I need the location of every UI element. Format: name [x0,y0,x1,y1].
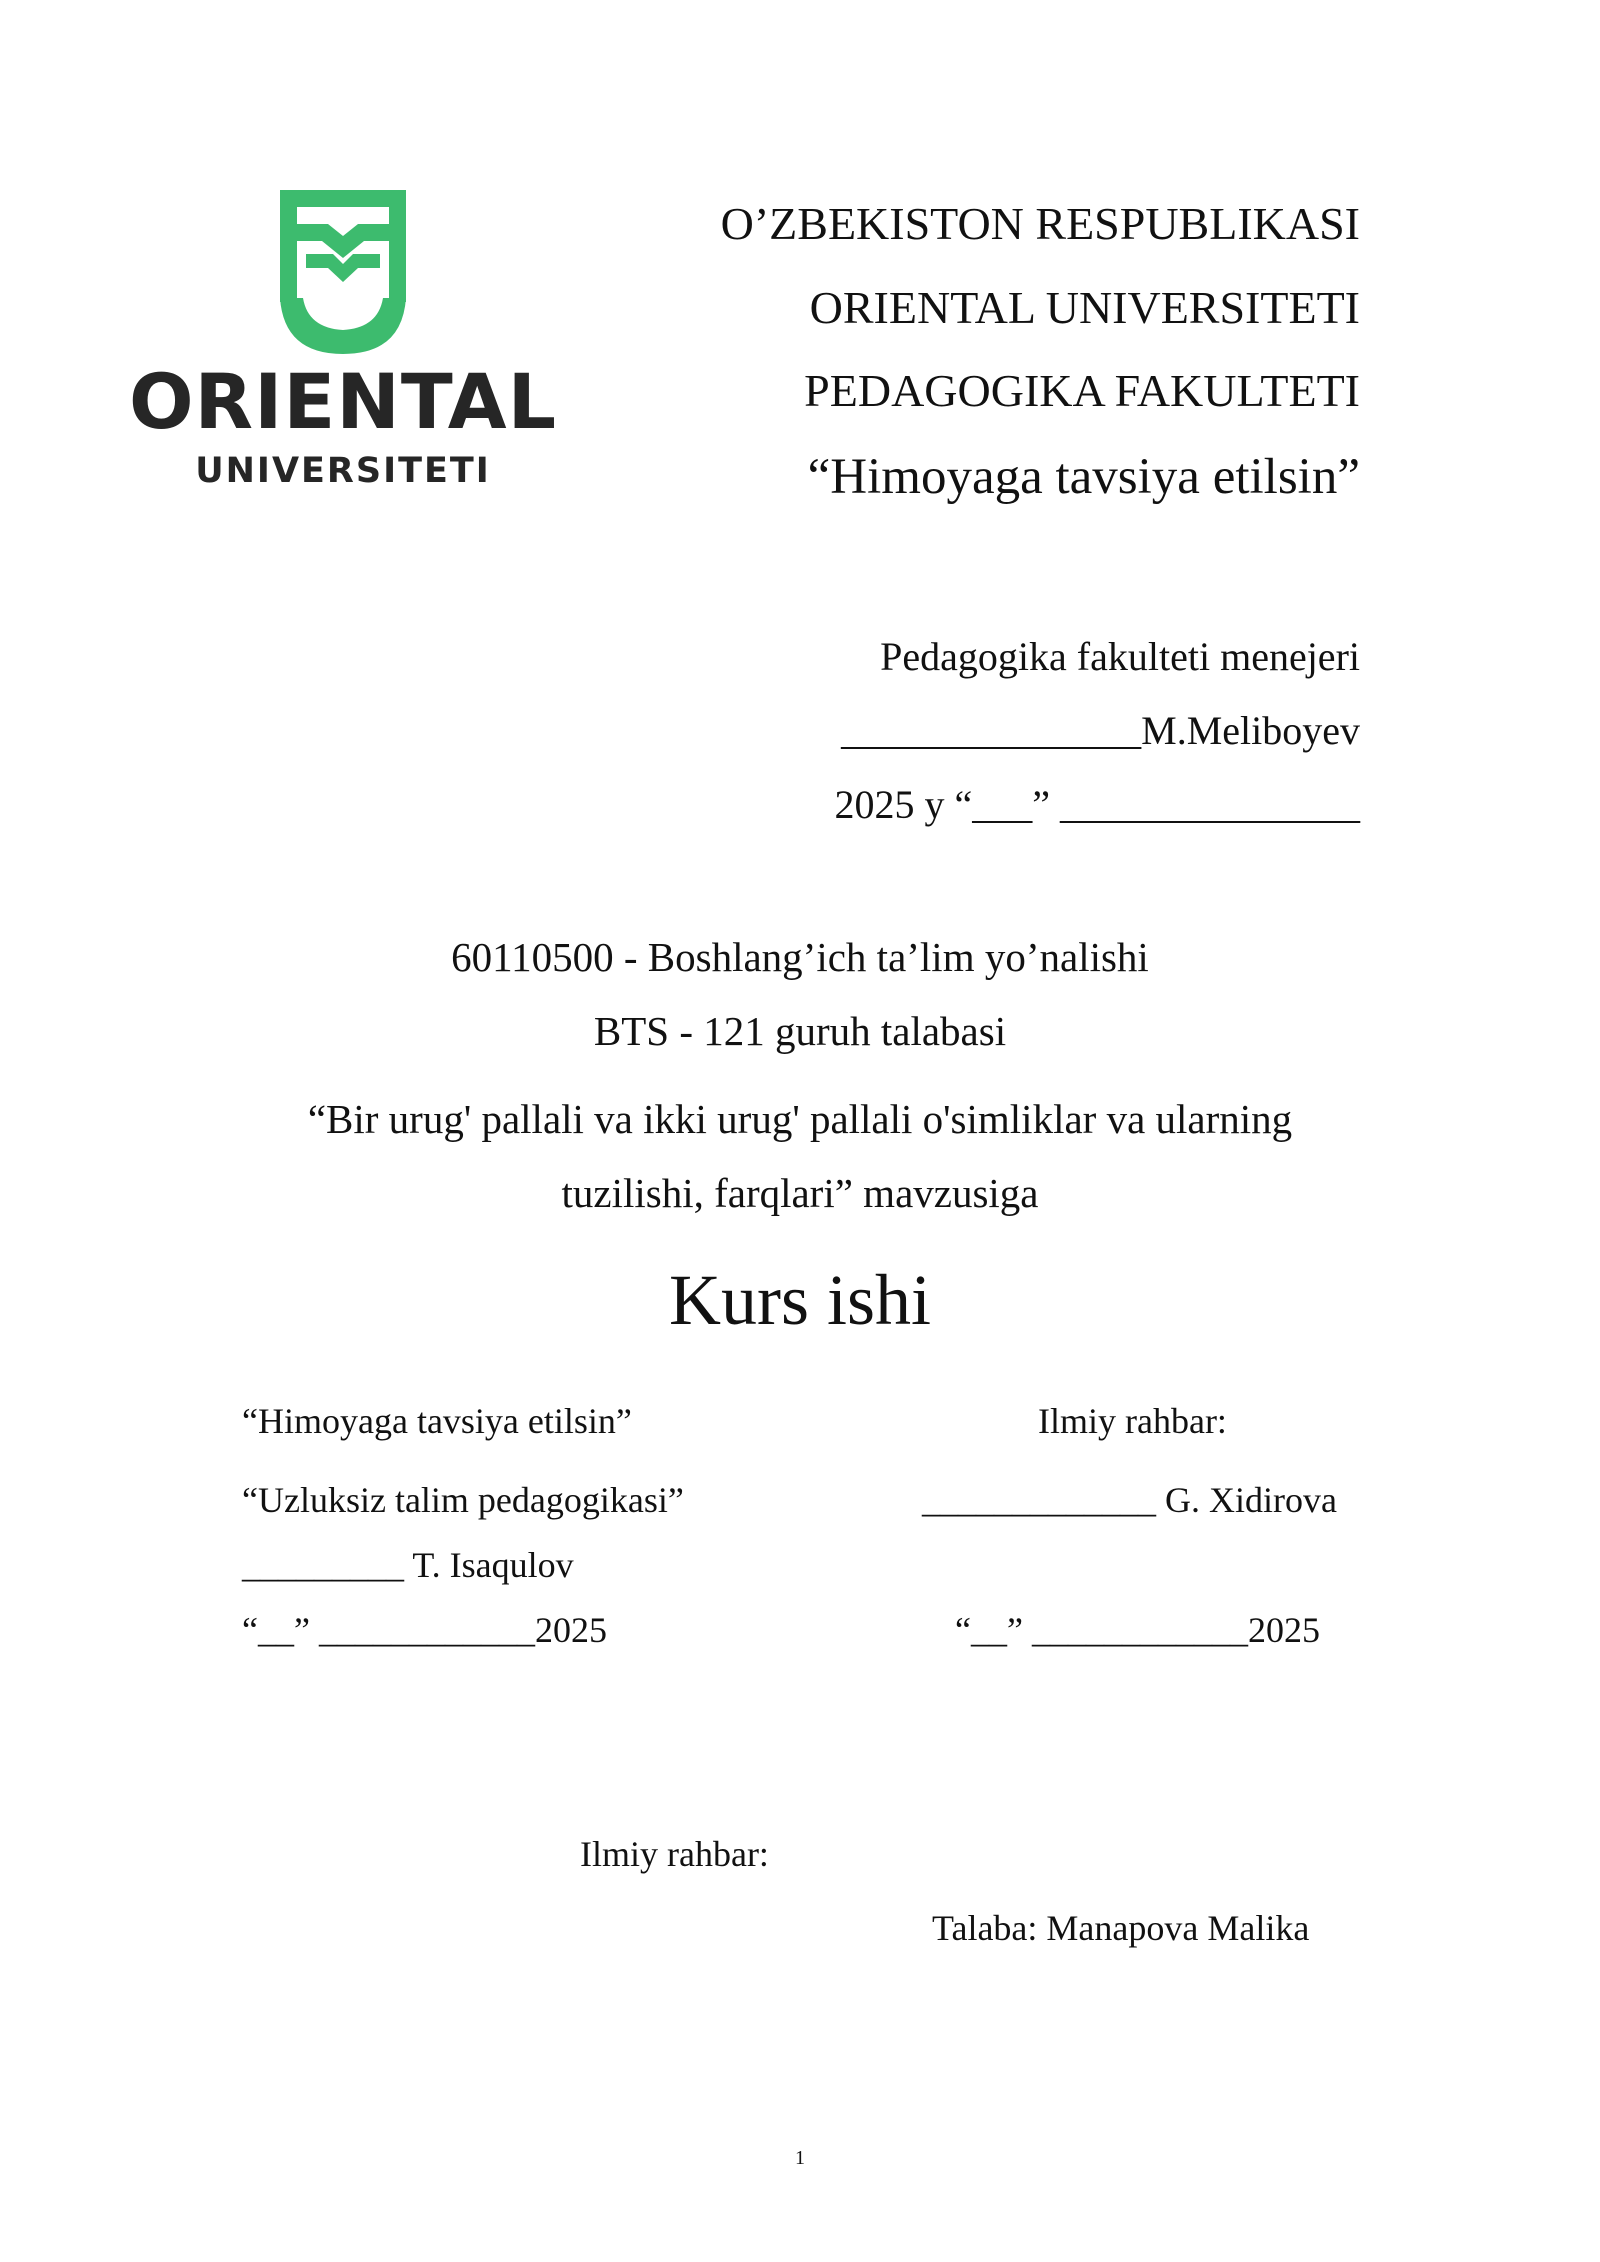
advisor-signature: _____________ G. Xidirova [922,1480,1337,1520]
approval-date: 2025 y “___” _______________ [834,782,1360,827]
right-date: “__” ____________2025 [955,1610,1320,1650]
department-name: “Uzluksiz talim pedagogikasi” [242,1480,684,1520]
header-recommendation: “Himoyaga tavsiya etilsin” [807,449,1360,505]
university-logo [128,186,558,496]
header-country: O’ZBEKISTON RESPUBLIKASI [720,198,1360,249]
topic-line-1: “Bir urug' pallali va ikki urug' pallali o'simliklar va ularning [307,1096,1293,1142]
logo-wordmark: ORIENTAL [128,357,558,446]
department-head-signature: _________ T. Isaqulov [242,1545,574,1585]
left-recommendation: “Himoyaga tavsiya etilsin” [242,1401,632,1441]
page-number: 1 [795,2147,805,2169]
advisor-label: Ilmiy rahbar: [1038,1401,1227,1441]
logo-subtitle: UNIVERSITETI [195,451,491,491]
topic-line-2: tuzilishi, farqlari” mavzusiga [561,1170,1039,1216]
student-name: Talaba: Manapova Malika [932,1908,1310,1948]
header-faculty: PEDAGOGIKA FAKULTETI [804,365,1360,416]
program-direction: 60110500 - Boshlang’ich ta’lim yo’nalishi [451,934,1149,980]
student-group: BTS - 121 guruh talabasi [593,1008,1007,1054]
advisor-label-bottom: Ilmiy rahbar: [580,1834,769,1874]
document-title: Kurs ishi [668,1260,932,1340]
approval-signature: _______________M.Meliboyev [841,708,1360,753]
book-emblem-icon [128,186,558,356]
header-university: ORIENTAL UNIVERSITETI [809,282,1360,333]
left-date: “__” ____________2025 [242,1610,607,1650]
approval-position: Pedagogika fakulteti menejeri [880,634,1360,679]
